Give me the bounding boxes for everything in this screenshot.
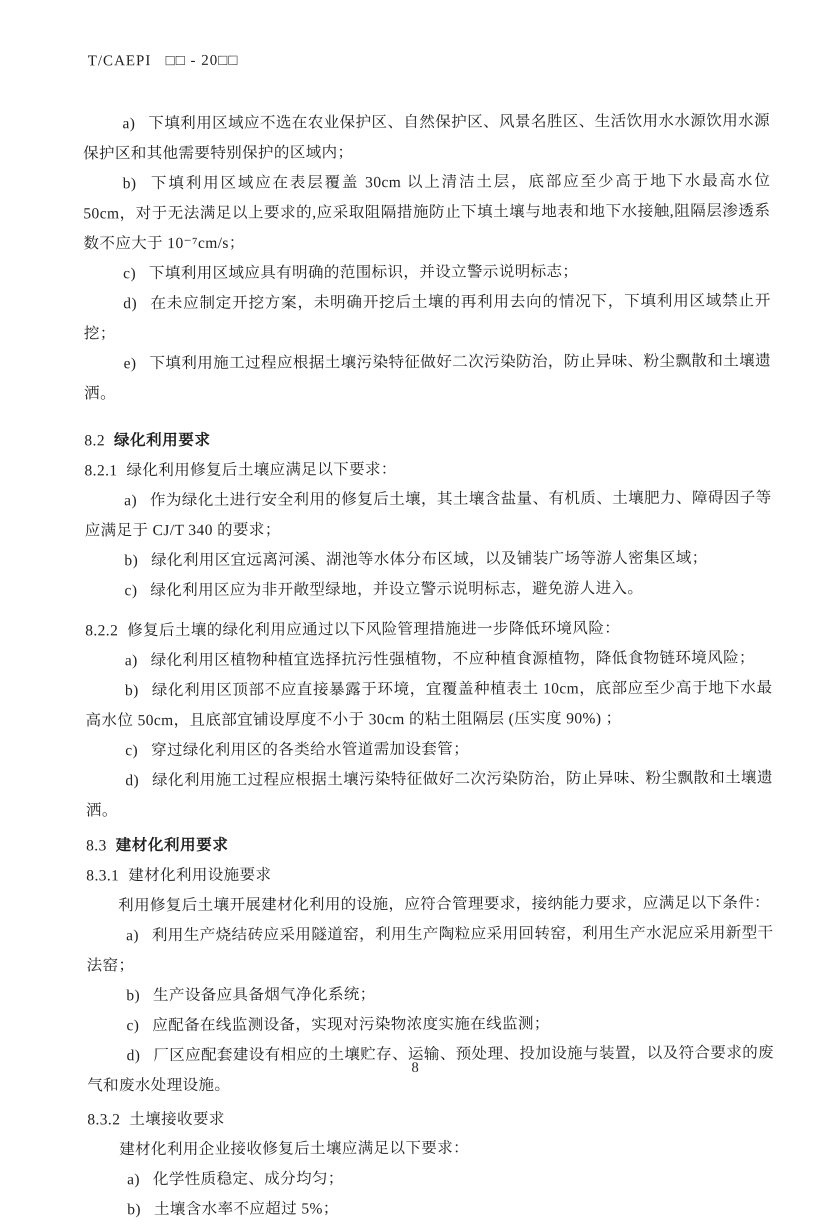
list-item-text: 土壤含水率不应超过 5%； [153,1200,339,1219]
paragraph: 建材化利用企业接收修复后土壤应满足以下要求： [119,1139,470,1159]
list-item [86,763,773,826]
subsection-number: 8.2.2 [85,622,119,640]
list-item-label: d) [123,295,138,313]
subsection-number: 8.3.1 [86,867,120,885]
list-item [83,166,770,259]
list-item [88,1192,775,1225]
list-item-text: 利用生产烧结砖应采用隧道窑，利用生产陶粒应采用回转窑，利用生产水泥应采用新型干法窑； [86,924,774,975]
list-item-text: 绿化利用区顶部不应直接暴露于环境，宜覆盖种植表土 10cm，底部应至少高于地下水最高水位 50cm，且底部宜铺设厚度不小于 30cm 的粘土阻隔层 (压实度 90%) ； [85,679,773,730]
list-item-label: b) [122,175,137,193]
list-item [83,106,770,169]
section-heading-8-2 [84,422,771,456]
list-item-text: 应配备在线监测设备，实现对污染物浓度实施在线监测； [152,1015,550,1035]
list-item-text: 下填利用区域应具有明确的范围标识，并设立警示说明标志； [148,263,579,283]
list-item [85,543,772,576]
list-item-text: 绿化利用区植物种植宜选择抗污性强植物，不应种植食源植物，降低食物链环境风险； [150,649,755,670]
section-title: 绿化利用要求 [113,430,211,450]
list-item-text: 绿化利用施工过程应根据土壤污染特征做好二次污染防治，防止异味、粉尘飘散和土壤遗洒。 [85,769,773,820]
list-item-label: c) [126,1017,140,1035]
list-item-label: b) [124,682,139,700]
section-number: 8.2 [84,432,105,450]
list-item-text: 下填利用区域应不选在农业保护区、自然保护区、风景名胜区、生活饮用水水源饮用水源保护区和其他需要特别保护的区域内； [83,112,771,163]
list-item-label: c) [123,265,137,283]
list-item-label: a) [124,492,138,510]
list-item [85,643,772,676]
list-item-text: 下填利用区域应在表层覆盖 30cm 以上清洁土层，底部应至少高于地下水最高水位 50cm，对于无法满足以上要求的,应采取阻隔措施防止下填土壤与地表和地下水接触,阻隔层渗透系数不应大于 10⁻⁷cm/s； [83,172,771,253]
list-item [85,483,772,546]
list-item [84,286,771,349]
subsection-heading-8-3-2 [87,1102,774,1135]
list-item-text: 下填利用施工过程应根据土壤污染特征做好二次污染防治，防止异味、粉尘飘散和土壤遗洒。 [84,352,772,403]
list-item-label: d) [126,1047,141,1065]
document-body [83,106,775,1225]
list-item-label: a) [124,652,138,670]
list-item [87,978,774,1011]
subsection-title: 绿化利用修复后土壤应满足以下要求： [126,461,397,480]
list-item-text: 绿化利用区宜远离河溪、湖池等水体分布区域，以及铺装广场等游人密集区域； [151,549,708,570]
section-title: 建材化利用要求 [115,835,229,855]
subsection-heading-8-2-1 [84,453,771,486]
list-item-label: c) [124,582,138,600]
subsection-number: 8.3.2 [87,1111,121,1129]
list-item-text: 绿化利用区应为非开敞型绿地，并设立警示说明标志，避免游人进入。 [150,579,644,600]
subsection-title: 修复后土壤的绿化利用应通过以下风险管理措施进一步降低环境风险： [127,620,621,640]
list-item-label: c) [125,742,139,760]
section-heading-8-3 [86,827,773,861]
list-item [86,733,773,766]
list-item-text: 生产设备应具备烟气净化系统； [152,986,376,1005]
list-item-label: a) [126,927,139,945]
paragraph: 利用修复后土壤开展建材化利用的设施，应符合管理要求，接纳能力要求，应满足以下条件： [118,894,771,915]
list-item [85,573,772,606]
subsection-heading-8-2-2 [85,613,772,646]
list-item-text: 作为绿化土进行安全利用的修复后土壤，其土壤含盐量、有机质、土壤肥力、障碍因子等应满足于 CJ/T 340 的要求； [84,489,772,540]
list-item-label: a) [127,1171,140,1189]
list-item-text: 在未应制定开挖方案，未明确开挖后土壤的再利用去向的情况下，下填利用区域禁止开挖； [83,292,771,343]
subsection-title: 土壤接收要求 [129,1110,225,1129]
page-number: 8 [411,1059,419,1077]
list-item [85,673,772,736]
list-item [88,1162,775,1195]
list-item-label: e) [123,355,137,373]
standard-code-header: T/CAEPI □□ - 20□□ [87,52,239,70]
list-item [87,1008,774,1041]
list-item-label: d) [125,772,140,790]
list-item [86,918,773,981]
list-item-label: b) [127,1201,141,1219]
list-item-label: a) [122,115,136,133]
section-number: 8.3 [86,837,107,855]
list-item [84,256,771,289]
list-item-text: 化学性质稳定、成分均匀； [152,1170,344,1189]
subsection-number: 8.2.1 [84,462,118,480]
list-item-label: b) [126,987,141,1005]
list-item-text: 厂区应配套建设有相应的土壤贮存、运输、预处理、投加设施与装置，以及符合要求的废气和废水处理设施。 [87,1044,775,1095]
list-item-label: b) [124,552,139,570]
subsection-heading-8-3-1 [86,858,773,891]
subsection-title: 建材化利用设施要求 [128,866,272,885]
list-item-text: 穿过绿化利用区的各类给水管道需加设套管； [151,740,470,760]
list-item [84,346,771,409]
